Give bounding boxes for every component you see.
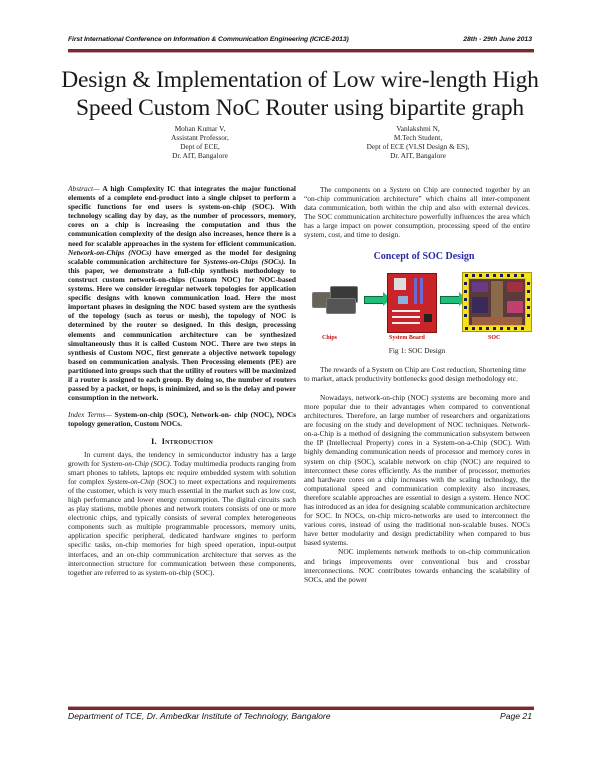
author-dept: Dept of ECE,: [180, 142, 220, 151]
author-name: Vanlakshmi N,: [396, 124, 440, 133]
section-heading-introduction: I. Introduction: [150, 436, 214, 447]
arrow-icon: [364, 296, 384, 304]
conference-dates: 28th - 29th June 2013: [463, 36, 532, 43]
intro-paragraph-5: NOC implements network methods to on-chip communication and brings improvements over conventional bus and crossbar interconnections. NOC contributes towards enhancing the scalability of SOCs, and the power: [304, 547, 530, 584]
abstract-label: Abstract—: [68, 184, 100, 193]
arrow-icon: [440, 296, 460, 304]
conference-name: First International Conference on Information & Communication Engineering (ICICE-2013): [68, 36, 349, 43]
author-affiliation: Dr. AIT, Bangalore: [390, 151, 446, 160]
intro-paragraph-4: Nowadays, network-on-chip (NOC) systems are becoming more and more popular due to their advantages when compared to conventional architectures. Therefore, an large number of researchers and organizations are focusing on the study and development of NOC techniques. Network-on-a-Chip is a method of designing the communication subsystem between the IP (Intellectual Property) cores in a System-on-a-Chip (SOC). With highly demanding communication needs of processor and memory cores in system on chip (SOC), scalable network on chip (NOC) are required to interconnect these cores efficiently. As the number of processor, memories and hardware cores on a chip increases with the scaling technology, the computational speed and communication complexity also increases, therefore scalable approaches are essential to design a system. Hence NOC has introduced as an idea for designing scalable communication architecture for SOC. In NOCs, on-chip micro-networks are used to interconnect the various cores, instead of using the traditional non-scalable buses. NOCs have better modularity and design predictability when compared to bus based systems.: [304, 392, 530, 548]
system-board-image: [387, 273, 437, 333]
running-footer: [68, 711, 532, 725]
soc-die-image: [462, 272, 532, 332]
figure-caption: Fig 1: SOC Design: [388, 345, 446, 355]
index-terms-label: Index Terms—: [68, 410, 112, 420]
footer-department: Department of TCE, Dr. Ambedkar Institute of Technology, Bangalore: [68, 711, 331, 721]
index-terms: Index Terms— System-on-chip (SOC), Network-on- chip (NOC), NOCs topology generation, Custom NOCs.: [68, 410, 296, 429]
label-system-board: System Board: [389, 334, 425, 341]
running-header: [68, 36, 532, 48]
label-chips: Chips: [322, 334, 338, 341]
page-number: Page 21: [499, 711, 532, 721]
intro-paragraph-1: In current days, the tendency in semiconductor industry has a large growth for System-on-Chip (SOC). Today multimedia products ranging from smart phones to tablets, laptops etc require embedded system with solution for complex System-on-Chip (SOC) to meet expectations and requirements of the customer, which is very much essential in the market such as low cost, high performance and lower energy consumption. The digital circuits such as play stations, mobile phones and network routers consists of one or more electronic chips, and typically consists of several complex heterogeneous components such as multiple programmable processors, memory units, application specific peripheral, dedicated hardware engines to perform specific tasks, on-chip memories for high speed operation, input-output interfaces, and an on-chip communication architecture that serves as the interconnection structure for communication between these components, together are referred to as system-on-chip (SOC).: [68, 449, 296, 577]
left-column: [68, 184, 296, 577]
author-role: M.Tech Student,: [393, 133, 443, 142]
chips-image: [312, 286, 360, 312]
author-dept: Dept of ECE (VLSI Design & ES),: [366, 142, 470, 151]
figure-title: Concept of SOC Design: [373, 250, 475, 262]
right-column: [304, 185, 530, 584]
paper-title: Design & Implementation of Low wire-length High Speed Custom NoC Router using bipartite graph: [61, 67, 539, 121]
abstract: Abstract— A high Complexity IC that integrates the major functional elements of a complete end-product into a single chipset to perform a specific functions for end users is system-on-chip (SOC). With technology scaling day by day, as the number of processors, memory, cores on a chip is increasing the computation and thus the communication complexity of the design also increases, hence there is a need for scalable approaches in the system for efficient communication. Network-on-Chips (NOCs) have emerged as the model for designing scalable communication architecture for Systems-on-Chips (SOCs). In this paper, we demonstrate a full-chip synthesis methodology to construct custom network-on-chips (Custom NOC) for NOC-based systems. Here we consider irregular network topologies for application specific designs with known communication load. Here the most important phases in designing the NOC based system are the synthesis of the topology (such as torus or mesh), the topology of NOC is determined by the router so designed. In this design, processing elements and communication architecture can be synthesized simultaneously thus it is called Custom NOC. There are two steps in synthesis of Custom NOC, first generate a objective network topology based on communication analysis. Then Processing elements (PE) are partitioned into groups such that the utility of routers will be maximized if a router is assigned to each group. By doing so, the number of routers passed by a packet, or hops, is minimized, and so is the delay and power consumption in the network.: [68, 184, 297, 403]
intro-paragraph-3: The rewards of a System on Chip are Cost reduction, Shortening time to market, attack productivity bottlenecks good design methodology etc.: [304, 364, 527, 383]
author-block-2: [318, 124, 518, 160]
header-rule: [68, 49, 534, 53]
author-name: Mohan Kumar V,: [174, 124, 226, 133]
figure-soc-concept: [304, 250, 530, 342]
author-affiliation: Dr. AIT, Bangalore: [172, 151, 228, 160]
author-block-1: [120, 124, 280, 160]
footer-rule: [68, 706, 534, 710]
author-role: Assistant Professor,: [171, 133, 229, 142]
intro-paragraph-2: The components on a System on Chip are connected together by an “on-chip communication architecture” which chains all inter-component data communication, both within the chip and also with external devices. The SOC communication architecture powerfully influences the area which has a large impact on power consumption, processing speed of the entire system, cost, and time to design.: [304, 185, 530, 240]
label-soc: SOC: [488, 334, 501, 341]
